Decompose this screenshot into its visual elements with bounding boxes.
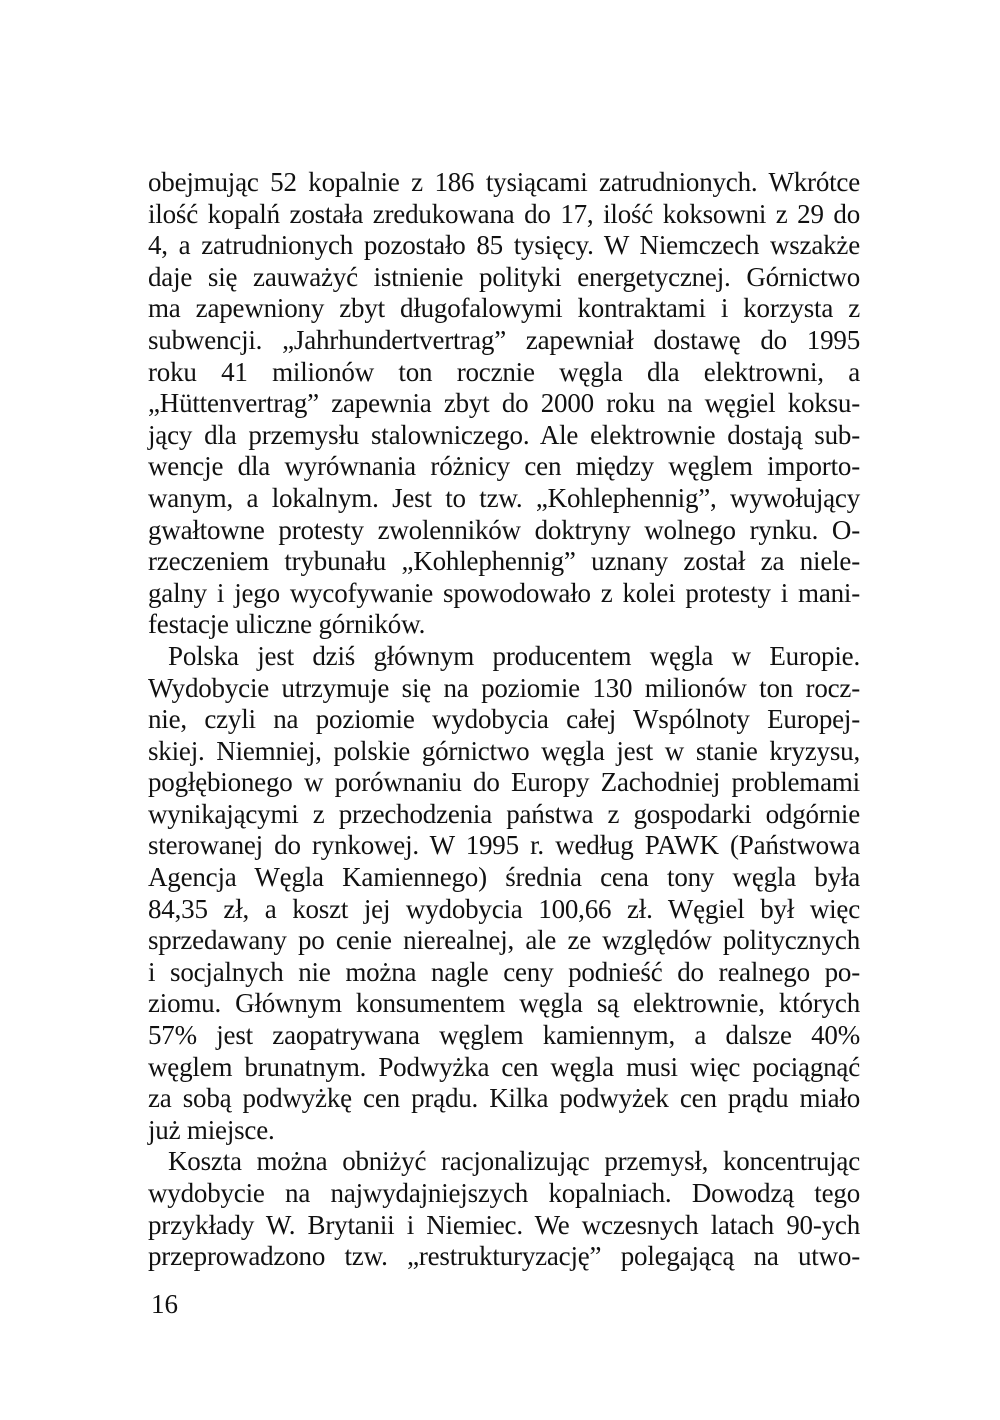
text-line: wanym, a lokalnym. Jest to tzw. „Kohlephennig”, wywołujący (148, 482, 860, 513)
text-line: węglem brunatnym. Podwyżka cen węgla musi więc pociągnąć (148, 1051, 860, 1082)
text-line: wydobycie na najwydajniejszych kopalniach. Dowodzą tego (148, 1178, 860, 1208)
text-line: ziomu. Głównym konsumentem węgla są elektrownie, których (148, 988, 860, 1019)
text-line: i socjalnych nie można nagle ceny podnieść do realnego po- (148, 956, 860, 987)
text-line: ilość kopalń została zredukowana do 17, ilość koksowni z 29 do (148, 198, 860, 229)
text-line: obejmując 52 kopalnie z 186 tysiącami zatrudnionych. Wkrótce (148, 167, 860, 197)
text-line: 4, a zatrudnionych pozostało 85 tysięcy. W Niemczech wszakże (148, 230, 860, 261)
text-line: festacje uliczne górników. (148, 609, 426, 640)
text-line: subwencji. „Jahrhundertvertrag” zapewniał dostawę do 1995 (148, 324, 860, 355)
text-line: skiej. Niemniej, polskie górnictwo węgla jest w stanie kryzysu, (148, 735, 860, 766)
text-line: ma zapewniony zbyt długofalowymi kontraktami i korzysta z (148, 293, 860, 324)
body-text (148, 167, 860, 1273)
text-line: Polska jest dziś głównym producentem węgla w Europie. (168, 640, 860, 671)
text-line: nie, czyli na poziomie wydobycia całej Wspólnoty Europej- (148, 704, 860, 735)
text-line: przeprowadzono tzw. „restrukturyzację” polegającą na utwo- (148, 1241, 860, 1272)
text-line: 84,35 zł, a koszt jej wydobycia 100,66 zł. Węgiel był więc (148, 893, 860, 924)
text-line: wynikającymi z przechodzenia państwa z gospodarki odgórnie (148, 798, 860, 829)
text-line: daje się zauważyć istnienie polityki energetycznej. Górnictwo (148, 261, 860, 292)
paragraph (148, 1146, 860, 1272)
text-line: roku 41 milionów ton rocznie węgla dla elektrowni, a (148, 356, 860, 387)
text-line: wencje dla wyrównania różnicy cen między węglem importo- (148, 451, 860, 482)
text-line: galny i jego wycofywanie spowodowało z kolei protesty i mani- (148, 577, 860, 608)
text-line: rzeczeniem trybunału „Kohlephennig” uznany został za niele- (148, 546, 860, 577)
text-line: „Hüttenvertrag” zapewnia zbyt do 2000 roku na węgiel koksu- (148, 388, 860, 419)
text-line: już miejsce. (148, 1114, 275, 1145)
text-line: Wydobycie utrzymuje się na poziomie 130 milionów ton rocz- (148, 672, 860, 703)
text-line: pogłębionego w porównaniu do Europy Zachodniej problemami (148, 767, 860, 798)
text-line: przykłady W. Brytanii i Niemiec. We wczesnych latach 90-ych (148, 1209, 860, 1240)
text-line: gwałtowne protesty zwolenników doktryny wolnego rynku. O- (148, 514, 860, 545)
text-line: jący dla przemysłu stalowniczego. Ale elektrownie dostają sub- (148, 419, 860, 450)
page-number: 16 (151, 1289, 178, 1319)
text-line: Agencja Węgla Kamiennego) średnia cena tony węgla była (148, 862, 860, 893)
text-line: Koszta można obniżyć racjonalizując przemysł, koncentrując (168, 1146, 860, 1177)
text-line: sprzedawany po cenie nierealnej, ale ze względów politycznych (148, 925, 860, 956)
text-line: za sobą podwyżkę cen prądu. Kilka podwyżek cen prądu miało (148, 1083, 860, 1114)
text-line: sterowanej do rynkowej. W 1995 r. według PAWK (Państwowa (148, 830, 860, 861)
text-line: 57% jest zaopatrywana węglem kamiennym, a dalsze 40% (148, 1020, 860, 1051)
paragraph (148, 641, 860, 1147)
paragraph (148, 167, 860, 641)
